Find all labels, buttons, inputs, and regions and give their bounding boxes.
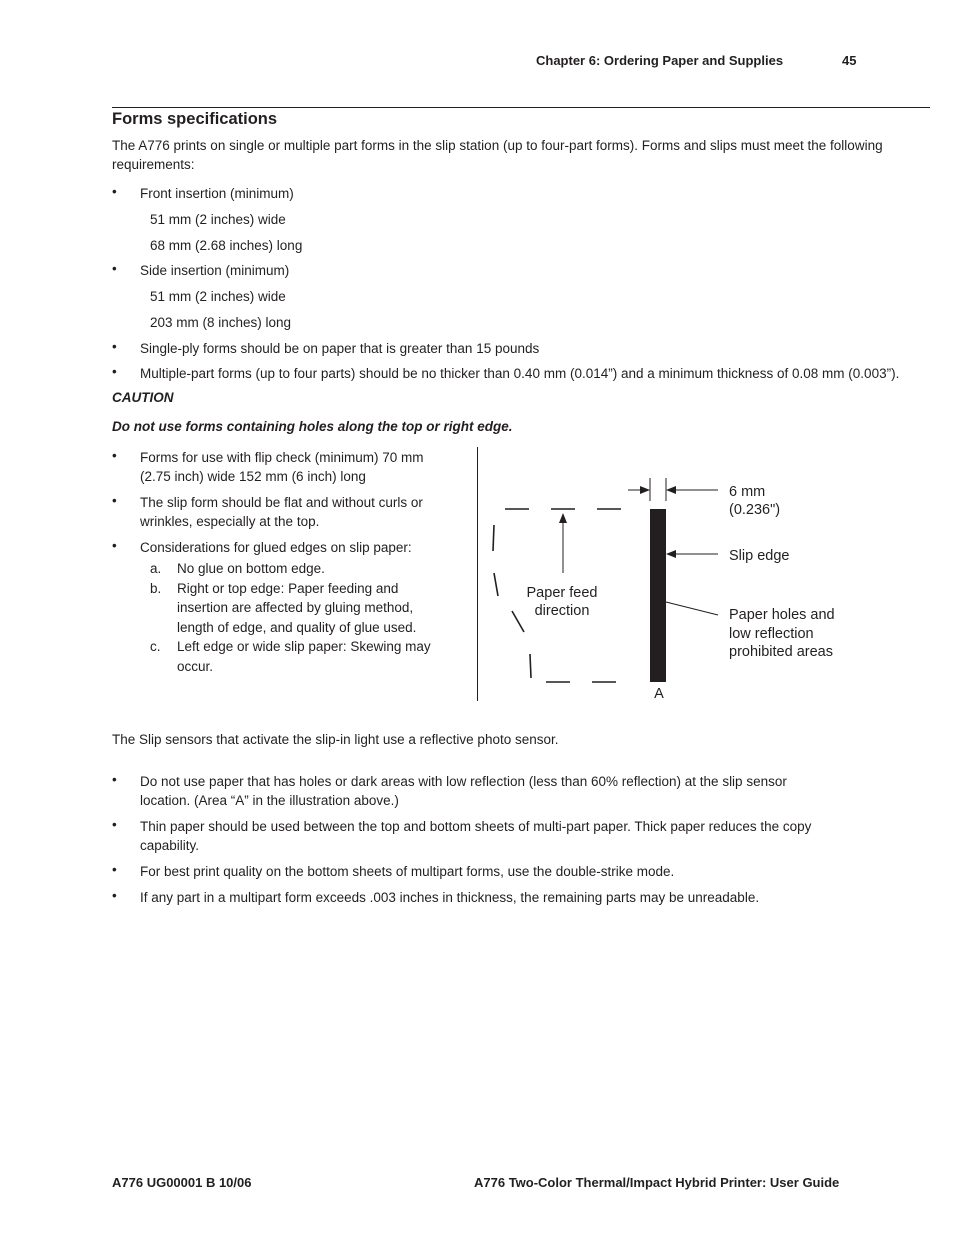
- single-ply-requirement: Single-ply forms should be on paper that is greater than 15 pounds: [140, 341, 540, 356]
- sub-b-line1: Right or top edge: Paper feeding and: [177, 581, 399, 596]
- flip-check-line2: (2.75 inch) wide 152 mm (6 inch) long: [140, 469, 366, 484]
- sensor-paragraph: The Slip sensors that activate the slip-in light use a reflective photo sensor.: [112, 732, 559, 747]
- sub-b-marker: b.: [150, 581, 162, 596]
- sub-b-line2: insertion are affected by gluing method,: [177, 600, 414, 615]
- area-a-label: A: [654, 686, 664, 702]
- sub-c-line1: Left edge or wide slip paper: Skewing may: [177, 639, 431, 654]
- slip-edge-bar: [650, 509, 666, 682]
- holes-label-line1: Paper holes and: [729, 607, 835, 623]
- glued-edges-item: Considerations for glued edges on slip paper:: [140, 540, 412, 555]
- sub-c-marker: c.: [150, 639, 161, 654]
- dimension-label-line2: (0.236"): [729, 502, 781, 518]
- outline-dash: [530, 654, 531, 678]
- note-thickness: If any part in a multipart form exceeds .003 inches in thickness, the remaining parts may be unreadable.: [140, 890, 760, 905]
- note-reflection-line2: location. (Area “A” in the illustration above.): [140, 793, 399, 808]
- caution-text: Do not use forms containing holes along the top or right edge.: [112, 419, 513, 434]
- holes-label-line3: prohibited areas: [729, 644, 833, 660]
- note-thin-paper-line1: Thin paper should be used between the top and bottom sheets of multi-part paper. Thick paper reduces the copy: [140, 819, 812, 834]
- paper-feed-label-line2: direction: [534, 603, 590, 619]
- bullet-marker: •: [112, 817, 117, 832]
- bullet-marker: •: [112, 888, 117, 903]
- slip-edge-label: Slip edge: [729, 548, 790, 564]
- paper-feed-label-line1: Paper feed: [526, 585, 598, 601]
- flat-form-line1: The slip form should be flat and without curls or: [140, 495, 423, 510]
- caution-label: CAUTION: [112, 390, 174, 405]
- section-title: Forms specifications: [112, 110, 278, 128]
- multi-part-requirement: Multiple-part forms (up to four parts) should be no thicker than 0.40 mm (0.014”) and a minimum thickness of 0.08 mm (0.003”).: [140, 366, 900, 381]
- bullet-marker: •: [112, 184, 117, 199]
- flip-check-line1: Forms for use with flip check (minimum) 70 mm: [140, 450, 424, 465]
- side-insertion-width: 51 mm (2 inches) wide: [150, 289, 286, 304]
- bullet-marker: •: [112, 862, 117, 877]
- flat-form-line2: wrinkles, especially at the top.: [140, 514, 320, 529]
- bullet-marker: •: [112, 493, 117, 508]
- bullet-marker: •: [112, 364, 117, 379]
- sub-b-line3: length of edge, and quality of glue used.: [177, 620, 417, 635]
- outline-dash: [493, 525, 494, 551]
- note-reflection-line1: Do not use paper that has holes or dark areas with low reflection (less than 60% reflection) at the slip sensor: [140, 774, 787, 789]
- sub-a-marker: a.: [150, 561, 162, 576]
- outline-dash: [512, 611, 524, 632]
- holes-leader-line: [666, 602, 718, 615]
- bullet-marker: •: [112, 772, 117, 787]
- outline-dash: [494, 573, 498, 596]
- front-insertion-length: 68 mm (2.68 inches) long: [150, 238, 303, 253]
- bullet-marker: •: [112, 339, 117, 354]
- sub-a-text: No glue on bottom edge.: [177, 561, 325, 576]
- sub-c-line2: occur.: [177, 659, 214, 674]
- footer-guide-title: A776 Two-Color Thermal/Impact Hybrid Printer: User Guide: [474, 1175, 840, 1190]
- bullet-marker: •: [112, 261, 117, 276]
- note-thin-paper-line2: capability.: [140, 838, 200, 853]
- slip-diagram: [478, 470, 878, 705]
- footer-doc-id: A776 UG00001 B 10/06: [112, 1175, 252, 1190]
- side-insertion-label: Side insertion (minimum): [140, 263, 290, 278]
- holes-label-line2: low reflection: [729, 626, 814, 642]
- front-insertion-width: 51 mm (2 inches) wide: [150, 212, 286, 227]
- running-header: Chapter 6: Ordering Paper and Supplies: [536, 53, 784, 68]
- intro-paragraph: The A776 prints on single or multiple part forms in the slip station (up to four-part forms). Forms and slips must meet the following requirements:: [112, 138, 883, 172]
- side-insertion-length: 203 mm (8 inches) long: [150, 315, 292, 330]
- front-insertion-label: Front insertion (minimum): [140, 186, 294, 201]
- bullet-marker: •: [112, 538, 117, 553]
- note-double-strike: For best print quality on the bottom sheets of multipart forms, use the double-strike mode.: [140, 864, 675, 879]
- dimension-label-line1: 6 mm: [729, 484, 766, 500]
- header-rule: [112, 107, 930, 108]
- page-number: 45: [842, 53, 857, 68]
- bullet-marker: •: [112, 448, 117, 463]
